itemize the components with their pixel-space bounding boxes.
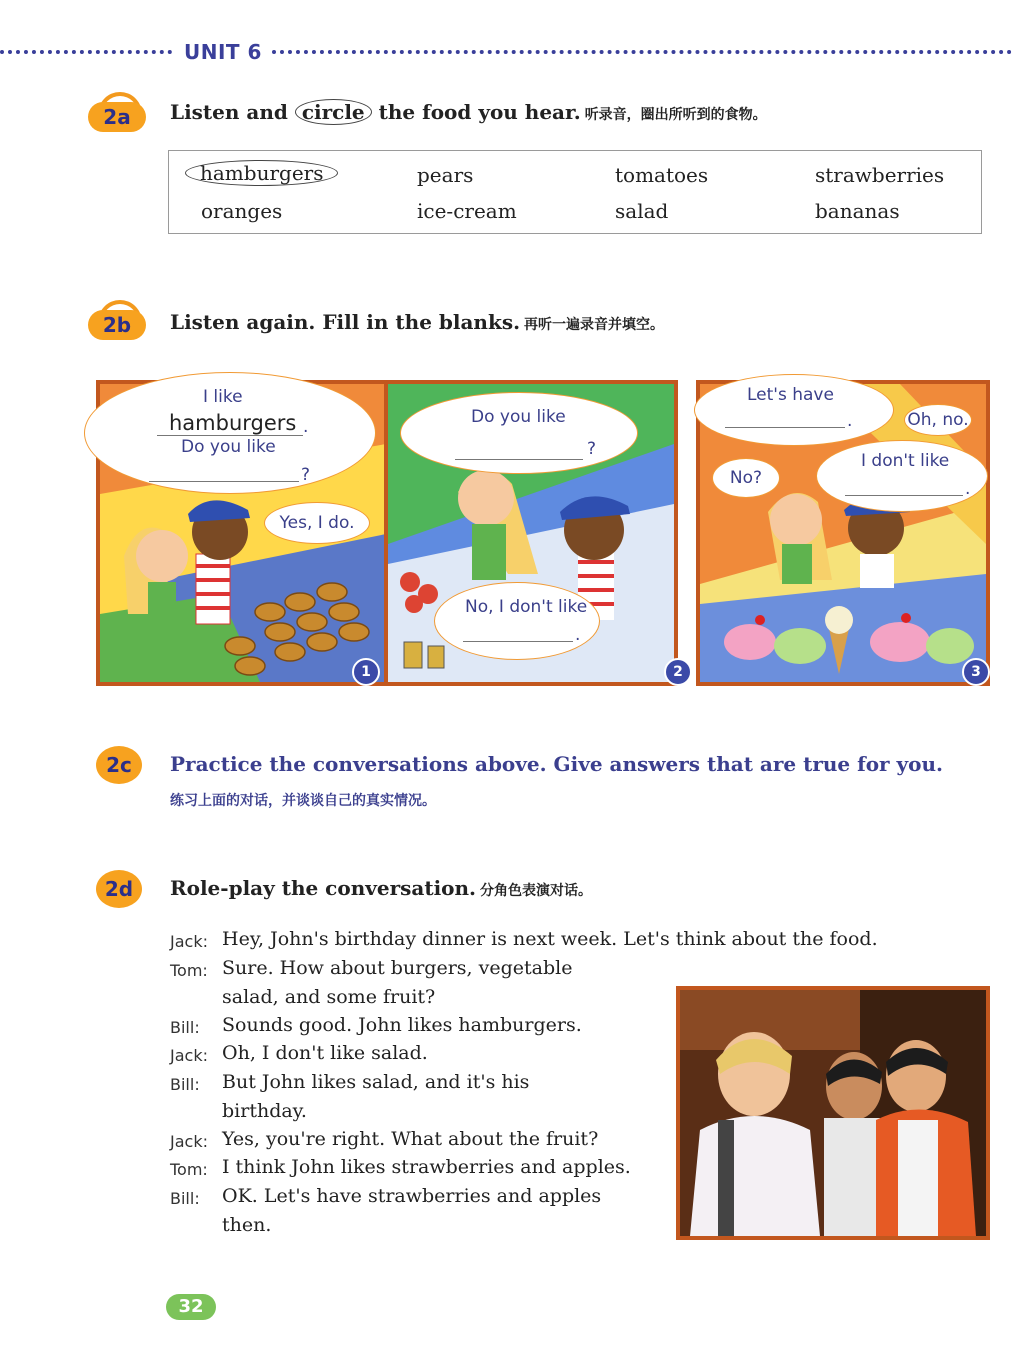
panel-1-blank-2[interactable] [149,481,299,482]
panel-3-speech-bubble-4 [816,440,988,512]
comic-panel-1 [96,380,390,686]
panel-2-speech-bubble-1 [400,392,638,474]
panel-1-bubble-1-answer: hamburgers [169,411,297,435]
instr-2a-part2: the food you hear. [378,100,581,124]
panel-1-speech-bubble-1 [84,372,376,494]
panel-2-bubble-2-dot: . [575,625,581,645]
dialogue-line: Oh, I don't like salad. [222,1042,428,1064]
word-tomatoes[interactable]: tomatoes [615,163,709,187]
instr-2a-circle-word: circle [295,99,372,125]
instr-2d-text: Role-play the conversation. [170,876,477,900]
badge-2a-headphones-icon: 2a [88,92,146,132]
instruction-2a [170,100,767,124]
dialogue-line: birthday. [222,1100,307,1122]
speaker-label: Bill: [170,1075,200,1094]
panel-2-blank-1[interactable] [455,459,583,460]
panel-3-bubble-4-text: I don't like [861,451,950,471]
instruction-2b [170,310,664,334]
panel-2-number: 2 [664,658,692,686]
instr-2a-part1: Listen and [170,100,288,124]
dialogue-line: Sounds good. John likes hamburgers. [222,1014,582,1036]
badge-2d: 2d [90,870,148,910]
comic-panel-2 [384,380,683,686]
panel-3-speech-bubble-1 [694,374,894,446]
panel-1-bubble-1-text-1: I like [203,387,243,407]
dialogue-line: Yes, you're right. What about the fruit? [222,1128,599,1150]
panel-1-speech-bubble-2: Yes, I do. [264,502,370,544]
dialogue-line: Hey, John's birthday dinner is next week. Let's think about the food. [222,928,878,950]
page-number: 32 [166,1294,216,1320]
speaker-label: Jack: [170,932,208,951]
panel-2-bubble-2-text: No, I don't like [465,597,588,617]
panel-2-bubble-1-question-mark: ? [587,439,597,459]
dialogue-line: Sure. How about burgers, vegetable [222,957,573,979]
panel-3-bubble-4-dot: . [965,479,971,499]
instr-2b-chinese: 再听一遍录音并填空。 [524,317,665,333]
speaker-label: Tom: [170,1160,208,1179]
panel-3-bubble-1-dot: . [847,411,853,431]
unit-title: UNIT 6 [184,40,262,64]
instruction-2c: Practice the conversations above. Give answers that are true for you. [170,752,944,776]
word-oranges[interactable]: oranges [201,199,283,223]
dialogue-line: salad, and some fruit? [222,986,436,1008]
comic-panel-3 [696,380,990,686]
word-box [168,150,982,234]
header-dots-left [0,50,172,60]
word-pears[interactable]: pears [417,163,474,187]
instr-2a-chinese: 听录音，圈出所听到的食物。 [584,107,767,123]
panel-3-number: 3 [962,658,990,686]
instr-2b-text: Listen again. Fill in the blanks. [170,310,521,334]
word-salad[interactable]: salad [615,199,669,223]
boys-photo [676,986,990,1240]
speaker-label: Tom: [170,961,208,980]
speaker-label: Bill: [170,1189,200,1208]
speaker-label: Jack: [170,1046,208,1065]
panel-2-speech-bubble-2 [434,582,600,660]
instruction-2c-chinese: 练习上面的对话，并谈谈自己的真实情况。 [170,793,436,809]
dialogue-line: then. [222,1214,272,1236]
dialogue-line: OK. Let's have strawberries and apples [222,1185,602,1207]
panel-3-blank-2[interactable] [845,495,963,496]
speaker-label: Jack: [170,1132,208,1151]
badge-2c: 2c [90,746,148,786]
panel-3-speech-bubble-2: Oh, no. [904,404,972,436]
panel-1-bubble-1-dot: . [303,417,309,437]
dialogue-line: I think John likes strawberries and apples. [222,1156,631,1178]
word-ice-cream[interactable]: ice-cream [417,199,517,223]
word-bananas[interactable]: bananas [815,199,900,223]
panel-1-number: 1 [352,658,380,686]
header-dots-right [272,50,1012,60]
panel-1-blank-1 [157,435,303,436]
badge-2b-headphones-icon: 2b [88,300,146,340]
dialogue-line: But John likes salad, and it's his [222,1071,530,1093]
panel-3-speech-bubble-3: No? [712,458,780,498]
word-strawberries[interactable]: strawberries [815,163,945,187]
panel-3-blank-1[interactable] [725,427,845,428]
speaker-label: Bill: [170,1018,200,1037]
word-hamburgers[interactable]: hamburgers [185,160,338,186]
panel-3-bubble-1-text: Let's have [747,385,834,405]
instr-2d-chinese: 分角色表演对话。 [480,883,593,899]
panel-1-bubble-1-text-2: Do you like [181,437,276,457]
panel-2-blank-2[interactable] [463,641,573,642]
instruction-2d [170,876,592,900]
panel-1-bubble-1-question-mark: ? [301,465,311,485]
panel-2-bubble-1-text: Do you like [471,407,566,427]
